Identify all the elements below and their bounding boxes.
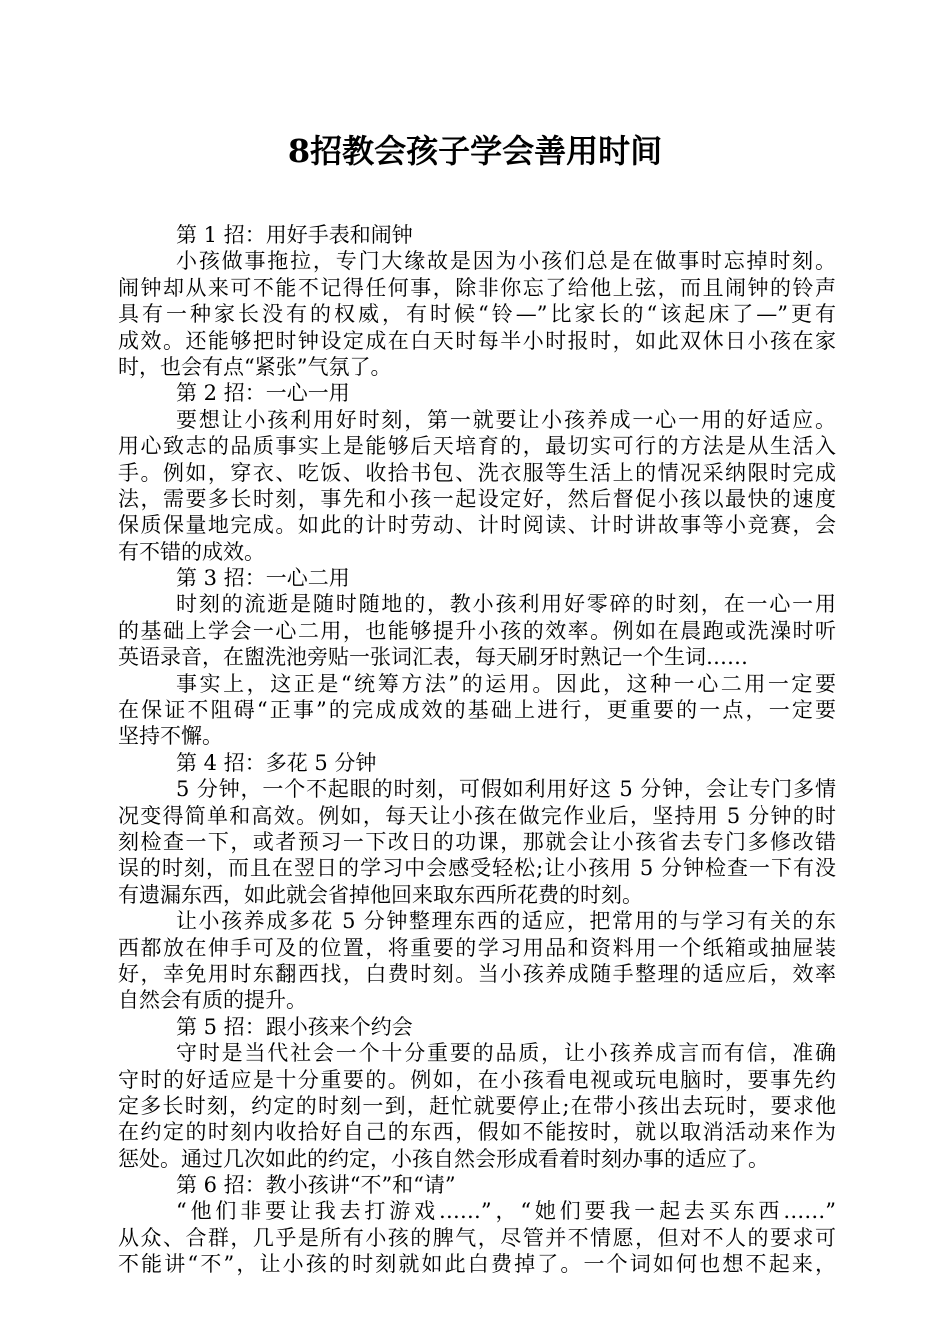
text-line: 第 3 招：一心二用	[176, 566, 350, 591]
paragraph	[118, 407, 836, 565]
text-line: 第 2 招：一心一用	[176, 381, 350, 406]
text-line: 第 6 招：教小孩讲“不”和“请”	[176, 1173, 456, 1198]
text-line: “他们非要让我去打游戏……”，“她们要我一起去买东西……”	[176, 1199, 836, 1224]
paragraph	[118, 591, 836, 670]
text-line: 定多长时刻，约定的时刻一到，赶忙就要停止;在带小孩出去玩时，要求他	[118, 1093, 836, 1118]
section-heading	[118, 1172, 836, 1198]
section-heading	[118, 750, 836, 776]
text-line: 用心致志的品质事实上是能够后天培育的，最切实可行的方法是从生活入	[118, 434, 836, 459]
text-line: 让小孩养成多花 5 分钟整理东西的适应，把常用的与学习有关的东	[176, 909, 836, 934]
text-line: 手。例如，穿衣、吃饭、收拾书包、洗衣服等生活上的情况采纳限时完成	[118, 460, 836, 485]
text-line: 时，也会有点“紧张”气氛了。	[118, 354, 392, 379]
text-line: 好，幸免用时东翻西找，白费时刻。当小孩养成随手整理的适应后，效率	[118, 961, 836, 986]
text-line: 守时是当代社会一个十分重要的品质，让小孩养成言而有信，准确	[176, 1041, 836, 1066]
text-line: 有遗漏东西，如此就会省掉他回来取东西所花费的时刻。	[118, 882, 643, 907]
text-line: 英语录音，在盥洗池旁贴一张词汇表，每天刷牙时熟记一个生词……	[118, 645, 748, 670]
text-line: 时刻的流逝是随时随地的，教小孩利用好零碎的时刻，在一心一用	[176, 592, 836, 617]
text-line: 西都放在伸手可及的位置，将重要的学习用品和资料用一个纸箱或抽屉装	[118, 935, 836, 960]
text-line: 5 分钟，一个不起眼的时刻，可假如利用好这 5 分钟，会让专门多情	[176, 777, 836, 802]
section-heading	[118, 380, 836, 406]
text-line: 从众、合群，几乎是所有小孩的脾气，尽管并不情愿，但对不人的要求可	[118, 1225, 836, 1250]
text-line: 刻检查一下，或者预习一下改日的功课，那就会让小孩省去专门多修改错	[118, 829, 836, 854]
text-line: 第 4 招：多花 5 分钟	[176, 750, 377, 775]
text-line: 误的时刻，而且在翌日的学习中会感受轻松;让小孩用 5 分钟检查一下有没	[118, 856, 836, 881]
section-heading	[118, 565, 836, 591]
paragraph	[118, 776, 836, 908]
text-line: 不能讲“不”，让小孩的时刻就如此白费掉了。一个词如何也想不起来，	[118, 1252, 836, 1277]
paragraph	[118, 908, 836, 1014]
text-line: 在保证不阻碍“正事”的完成成效的基础上进行，更重要的一点，一定要	[118, 698, 836, 723]
text-line: 况变得简单和高效。例如，每天让小孩在做完作业后，坚持用 5 分钟的时	[118, 803, 836, 828]
text-line: 有不错的成效。	[118, 539, 265, 564]
text-line: 第 1 招：用好手表和闹钟	[176, 223, 413, 247]
text-line: 坚持不懈。	[118, 724, 223, 749]
text-line: 事实上，这正是“统筹方法”的运用。因此，这种一心二用一定要	[176, 671, 836, 696]
text-line: 闹钟却从来可不能不记得任何事，除非你忘了给他上弦，而且闹钟的铃声	[118, 275, 836, 300]
text-line: 小孩做事拖拉，专门大缘故是因为小孩们总是在做事时忘掉时刻。	[176, 249, 836, 274]
text-line: 的基础上学会一心二用，也能够提升小孩的效率。例如在晨跑或洗澡时听	[118, 618, 836, 643]
paragraph	[118, 248, 836, 380]
document-body	[118, 222, 836, 1278]
text-line: 具有一种家长没有的权威，有时候“铃—”比家长的“该起床了—”更有	[118, 302, 836, 327]
section-heading	[118, 222, 836, 248]
text-line: 成效。还能够把时钟设定成在白天时每半小时报时，如此双休日小孩在家	[118, 328, 836, 353]
section-heading	[118, 1014, 836, 1040]
text-line: 保质保量地完成。如此的计时劳动、计时阅读、计时讲故事等小竞赛，会	[118, 513, 836, 538]
text-line: 守时的好适应是十分重要的。例如，在小孩看电视或玩电脑时，要事先约	[118, 1067, 836, 1092]
paragraph	[118, 671, 836, 750]
paragraph	[118, 1040, 836, 1172]
text-line: 惩处。通过几次如此的约定，小孩自然会形成看着时刻办事的适应了。	[118, 1146, 769, 1171]
text-line: 法，需要多长时刻，事先和小孩一起设定好，然后督促小孩以最快的速度	[118, 486, 836, 511]
text-line: 自然会有质的提升。	[118, 988, 307, 1013]
text-line: 在约定的时刻内收拾好自己的东西，假如不能按时，就以取消活动来作为	[118, 1120, 836, 1145]
text-line: 第 5 招：跟小孩来个约会	[176, 1014, 413, 1039]
text-line: 要想让小孩利用好时刻，第一就要让小孩养成一心一用的好适应。	[176, 407, 836, 432]
document-title: 8招教会孩子学会善用时间	[287, 132, 663, 170]
paragraph	[118, 1198, 836, 1277]
